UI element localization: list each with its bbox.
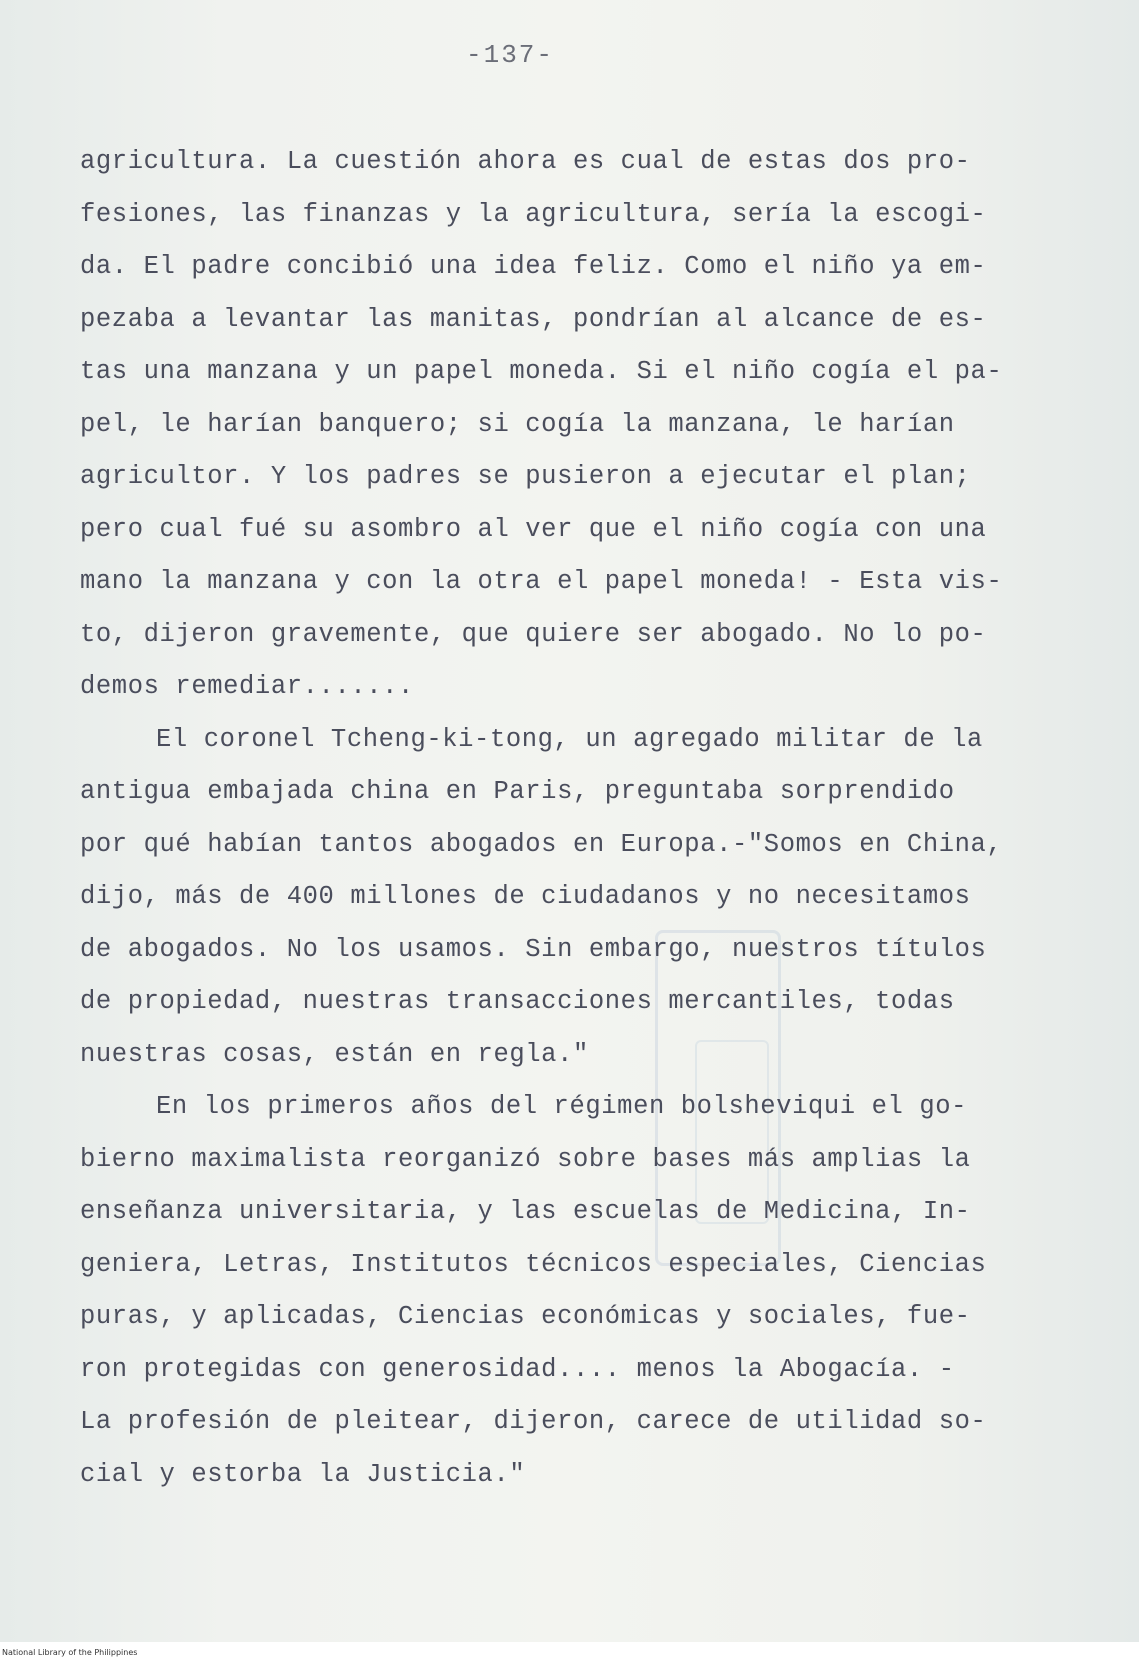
text-line: pezaba a levantar las manitas, pondrían al alcance de es- bbox=[80, 304, 987, 334]
text-line: demos remediar....... bbox=[80, 672, 414, 701]
text-line: pel, le harían banquero; si cogía la manzana, le harían bbox=[80, 409, 955, 439]
text-line: da. El padre concibió una idea feliz. Como el niño ya em- bbox=[80, 252, 987, 281]
text-line: ron protegidas con generosidad.... menos la Abogacía. - bbox=[80, 1354, 955, 1384]
text-line: to, dijeron gravemente, que quiere ser abogado. No lo po- bbox=[80, 619, 987, 649]
text-line: puras, y aplicadas, Ciencias económicas y sociales, fue- bbox=[80, 1302, 971, 1331]
text-line: bierno maximalista reorganizó sobre bases más amplias la bbox=[80, 1144, 971, 1174]
text-line: nuestras cosas, están en regla." bbox=[80, 1039, 589, 1069]
text-line: cial y estorba la Justicia." bbox=[80, 1459, 526, 1489]
text-line: mano la manzana y con la otra el papel moneda! - Esta vis- bbox=[80, 567, 1003, 596]
paragraph-start-line: El coronel Tcheng-ki-tong, un agregado militar de la bbox=[156, 724, 983, 754]
typed-body-text bbox=[80, 136, 1040, 1501]
paragraph-start-line: En los primeros años del régimen bolsheviqui el go- bbox=[156, 1092, 968, 1121]
text-line: enseñanza universitaria, y las escuelas de Medicina, In- bbox=[80, 1197, 971, 1226]
footer-credit: National Library of the Philippines bbox=[2, 1648, 141, 1657]
text-line: agricultor. Y los padres se pusieron a ejecutar el plan; bbox=[80, 462, 971, 491]
text-line: geniera, Letras, Institutos técnicos especiales, Ciencias bbox=[80, 1249, 987, 1279]
bottom-margin-strip bbox=[0, 1642, 1139, 1658]
text-line: tas una manzana y un papel moneda. Si el niño cogía el pa- bbox=[80, 357, 1003, 386]
page-number: -137- bbox=[465, 40, 554, 70]
text-line: pero cual fué su asombro al ver que el niño cogía con una bbox=[80, 514, 987, 544]
text-line: La profesión de pleitear, dijeron, carece de utilidad so- bbox=[80, 1407, 987, 1436]
text-line: de propiedad, nuestras transacciones mercantiles, todas bbox=[80, 987, 955, 1016]
text-line: de abogados. No los usamos. Sin embargo, nuestros títulos bbox=[80, 934, 987, 964]
text-line: dijo, más de 400 millones de ciudadanos y no necesitamos bbox=[80, 882, 971, 911]
text-line: por qué habían tantos abogados en Europa.-"Somos en China, bbox=[80, 829, 1003, 859]
text-line: fesiones, las finanzas y la agricultura, sería la escogi- bbox=[80, 199, 987, 229]
text-line: agricultura. La cuestión ahora es cual de estas dos pro- bbox=[80, 147, 971, 176]
text-line: antigua embajada china en Paris, preguntaba sorprendido bbox=[80, 777, 955, 806]
